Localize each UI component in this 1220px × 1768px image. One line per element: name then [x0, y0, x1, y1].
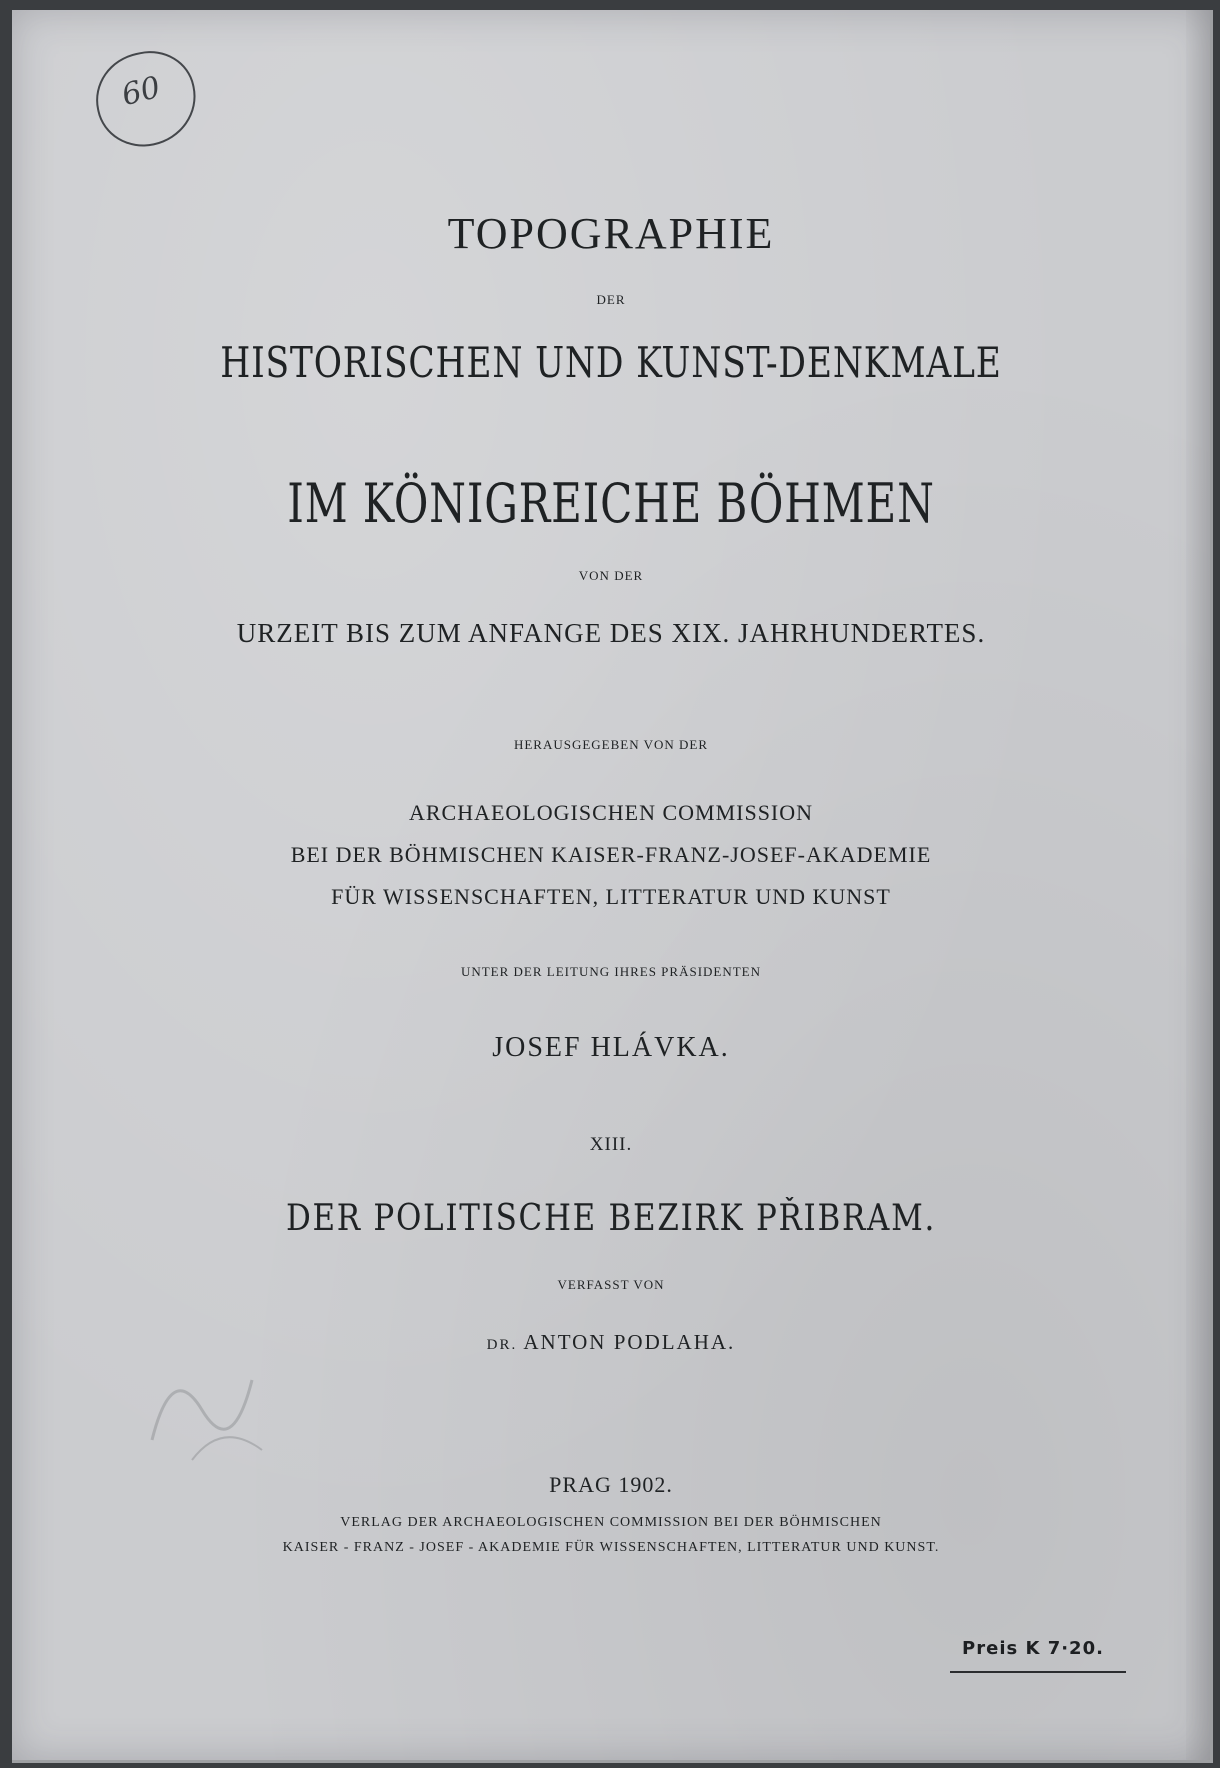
volume-title: DER POLITISCHE BEZIRK PŘIBRAM.	[285, 1198, 937, 1239]
verfasst-label: VERFASST VON	[557, 1277, 665, 1292]
publisher-line-2: KAISER - FRANZ - JOSEF - AKADEMIE FÜR WISSENSCHAFTEN, LITTERATUR UND KUNST.	[282, 1540, 940, 1555]
commission-line-3: FÜR WISSENSCHAFTEN, LITTERATUR UND KUNST	[331, 884, 891, 909]
faded-stamp-smudge	[132, 1320, 332, 1480]
publisher-line-1: VERLAG DER ARCHAEOLOGISCHEN COMMISSION BEI DER BÖHMISCHEN	[340, 1515, 882, 1530]
title-urzeit: URZEIT BIS ZUM ANFANGE DES XIX. JAHRHUNDERTES.	[236, 618, 986, 648]
title-connector-von-der: VON DER	[578, 568, 644, 583]
president-name: JOSEF HLÁVKA.	[492, 1032, 730, 1063]
leitung-label: UNTER DER LEITUNG IHRES PRÄSIDENTEN	[460, 964, 762, 979]
book-cover	[12, 10, 1213, 1763]
price-underline	[950, 1671, 1126, 1673]
author-name: ANTON PODLAHA.	[523, 1330, 736, 1354]
title-koenigreiche: IM KÖNIGREICHE BÖHMEN	[287, 472, 935, 535]
price-label: Preis K 7·20.	[962, 1638, 1104, 1659]
commission-line-2: BEI DER BÖHMISCHEN KAISER-FRANZ-JOSEF-AKADEMIE	[290, 842, 932, 867]
cover-title: TOPOGRAPHIE	[447, 209, 775, 258]
title-connector-der: DER	[596, 292, 626, 307]
place-year: PRAG 1902.	[549, 1472, 673, 1497]
handwritten-number: 60	[118, 69, 164, 114]
commission-line-1: ARCHAEOLOGISCHEN COMMISSION	[408, 800, 814, 825]
author-prefix: DR.	[486, 1337, 518, 1353]
volume-number: XIII.	[589, 1134, 633, 1155]
title-historischen: HISTORISCHEN UND KUNST-DENKMALE	[220, 338, 1002, 387]
herausgegeben-label: HERAUSGEGEBEN VON DER	[513, 737, 709, 752]
